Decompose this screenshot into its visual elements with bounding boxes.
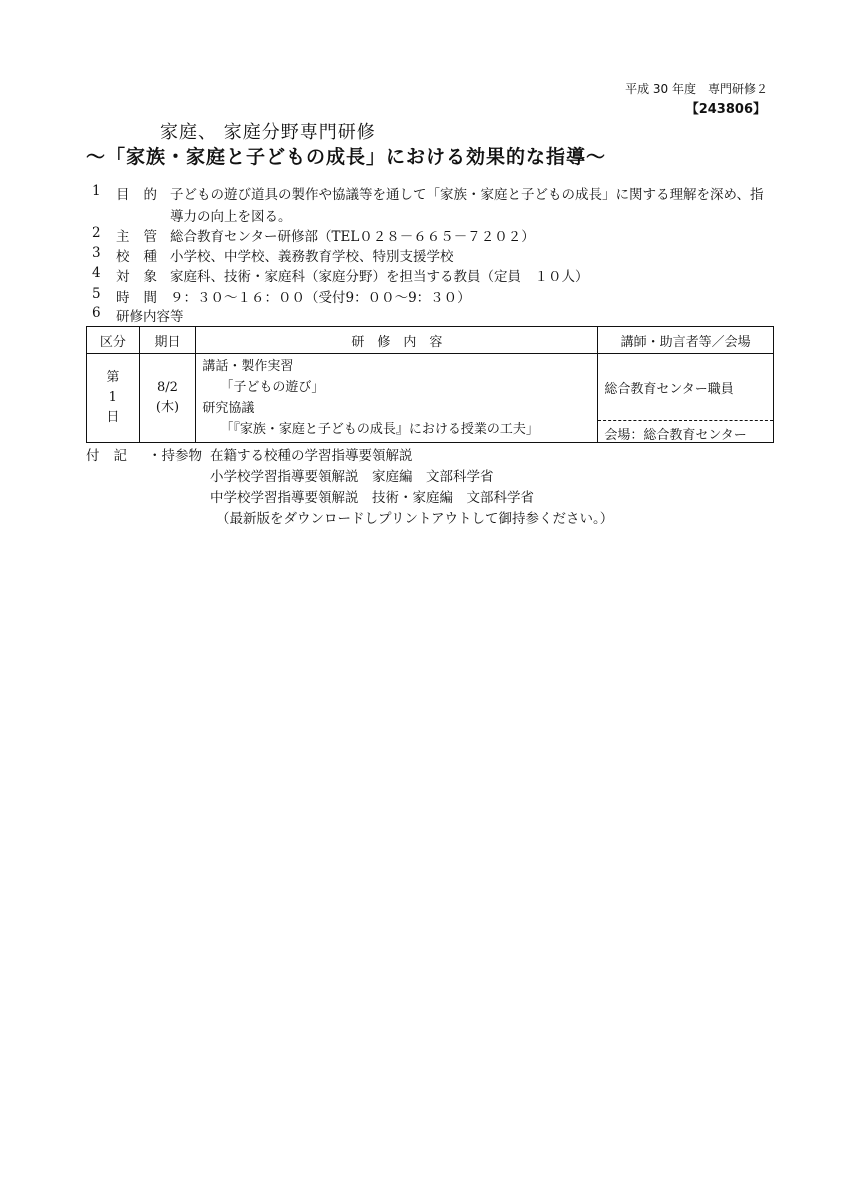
notes-line: 小学校学習指導要領解説 家庭編 文部科学省 bbox=[210, 469, 494, 485]
item-label: 校種 bbox=[116, 249, 171, 265]
item-text: 子どもの遊び道具の製作や協議等を通して「家族・家庭と子どもの成長」に関する理解を深め、指 bbox=[170, 187, 764, 203]
item-number: 5 bbox=[92, 286, 101, 302]
division-char: 日 bbox=[106, 410, 120, 425]
staff-name: 総合教育センター職員 bbox=[604, 382, 734, 397]
session-weekday: (木) bbox=[155, 400, 180, 415]
header-staff: 講師・助言者等／会場 bbox=[598, 327, 774, 354]
item-text-continuation: 導力の向上を図る。 bbox=[170, 209, 292, 225]
header-division: 区分 bbox=[87, 327, 140, 354]
content-line: 「子どもの遊び」 bbox=[220, 380, 325, 395]
session-date: 8/2 bbox=[157, 380, 178, 395]
item-number: 2 bbox=[92, 225, 101, 241]
item-text: 小学校、中学校、義務教育学校、特別支援学校 bbox=[170, 249, 454, 265]
dashed-divider bbox=[598, 420, 773, 421]
notes-sub-label: ・持参物 bbox=[148, 448, 202, 464]
notes-label: 付記 bbox=[86, 448, 141, 464]
content-line: 講話・製作実習 bbox=[202, 359, 294, 374]
page-subtitle: ～「家族・家庭と子どもの成長」における効果的な指導～ bbox=[86, 146, 607, 168]
item-text: 総合教育センター研修部（TEL０２８－６６５－７２０２） bbox=[170, 229, 535, 245]
year-label: 平成 30 年度 専門研修２ bbox=[625, 82, 768, 96]
notes-line: （最新版をダウンロードしプリントアウトして御持参ください。） bbox=[216, 511, 614, 527]
item-number: 3 bbox=[92, 245, 101, 261]
item-text: 家庭科、技術・家庭科（家庭分野）を担当する教員（定員 １０人） bbox=[170, 269, 589, 285]
notes-line: 中学校学習指導要領解説 技術・家庭編 文部科学省 bbox=[210, 490, 534, 506]
staff-cell bbox=[598, 354, 774, 443]
item-label: 目的 bbox=[116, 187, 171, 203]
date-cell bbox=[139, 354, 196, 443]
venue: 会場：総合教育センター bbox=[604, 428, 747, 443]
item-number: 6 bbox=[92, 305, 101, 321]
header-date: 期日 bbox=[139, 327, 196, 354]
item-number: 4 bbox=[92, 265, 101, 281]
notes-line: 在籍する校種の学習指導要領解説 bbox=[210, 448, 413, 464]
item-label: 時間 bbox=[116, 290, 171, 306]
header-content: 研 修 内 容 bbox=[196, 327, 598, 354]
content-line: 研究協議 bbox=[202, 401, 255, 416]
table-header-row bbox=[87, 327, 774, 354]
item-text: ９：３０～１６：００（受付9：００～9：３０） bbox=[170, 290, 471, 306]
schedule-table bbox=[86, 326, 774, 443]
table-row bbox=[87, 354, 774, 443]
division-char: 1 bbox=[108, 390, 117, 405]
item-number: 1 bbox=[92, 183, 101, 199]
content-line: 「『家族・家庭と子どもの成長』における授業の工夫」 bbox=[220, 422, 539, 437]
course-code: 【243806】 bbox=[685, 102, 766, 117]
division-char: 第 bbox=[106, 370, 120, 385]
division-cell bbox=[87, 354, 140, 443]
item-label: 対象 bbox=[116, 269, 171, 285]
item-label: 研修内容等 bbox=[116, 309, 184, 325]
page-title: 家庭、 家庭分野専門研修 bbox=[160, 122, 376, 143]
item-label: 主管 bbox=[116, 229, 171, 245]
content-cell bbox=[196, 354, 598, 443]
